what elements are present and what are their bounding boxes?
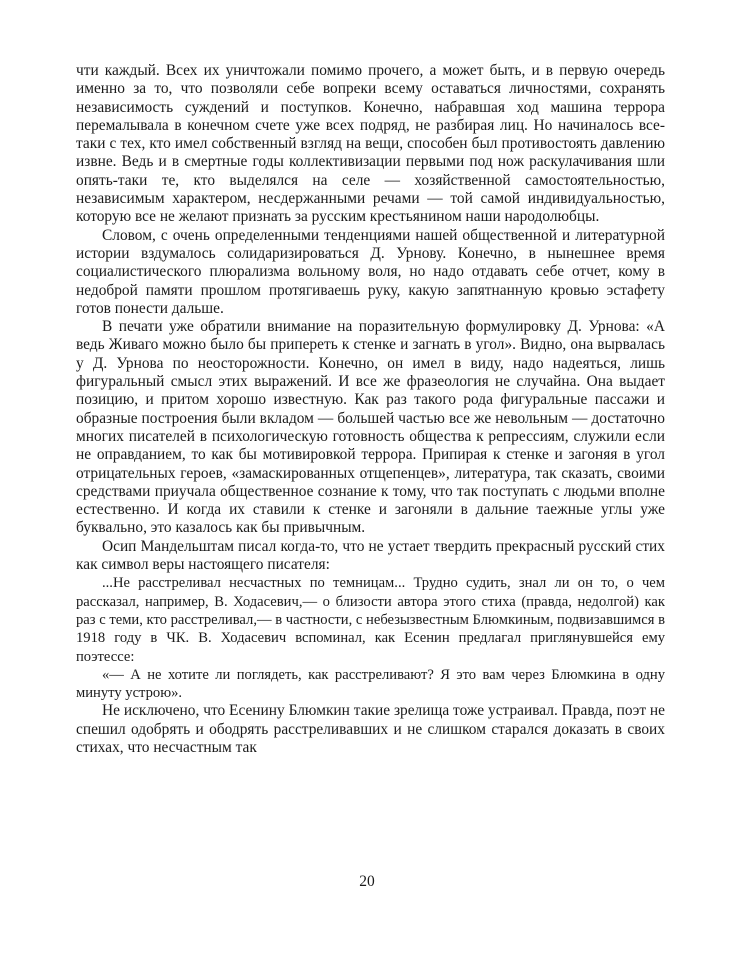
paragraph-5: Не исключено, что Есенину Блюмкин такие зрелища тоже устраивал. Правда, поэт не спешил одобрять и ободрять расстреливавших и не слишком старался доказать в своих стихах, что несчастным так bbox=[76, 702, 665, 756]
quote-paragraph-1: ...Не расстреливал несчастных по темницам... Трудно судить, знал ли он то, о чем рассказал, например, В. Ходасевич,— о близости автора этого стиха (правда, недолгой) как раз с теми, кто расстреливал,— в частности, с небезызвестным Блюмкиным, подвизавшимся в 1918 году в ЧК. В. Ходасевич вспоминал, как Есенин предлагал приглянувшейся ему поэтессе: bbox=[76, 575, 665, 665]
page-number: 20 bbox=[359, 873, 375, 890]
quote-paragraph-2: «— А не хотите ли поглядеть, как расстреливают? Я это вам через Блюмкина в одну минуту устрою». bbox=[76, 666, 665, 702]
paragraph-3: В печати уже обратили внимание на поразительную формулировку Д. Урнова: «А ведь Живаго можно было бы припереть к стенке и загнать в угол». Видно, она вырвалась у Д. Урнова по неосторожности. Конечно, он имел в виду, надо надеяться, лишь фигуральный смысл этих выражений. И все же фразеология не случайна. Она выдает позицию, и притом хорошо известную. Как раз такого рода фигуральные пассажи и образные построения были вкладом — большей частью все же невольным — достаточно многих писателей в психологическую готовность общества к репрессиям, служили если не оправданием, то как бы мотивировкой террора. Припирая к стенке и загоняя в угол отрицательных героев, «замаскированных отщепенцев», литература, так сказать, своими средствами приучала общественное сознание к тому, что так поступать с людьми вполне естественно. И когда их ставили к стенке и загоняли в дальние таежные углы уже буквально, это казалось как бы привычным. bbox=[76, 318, 665, 537]
paragraph-1: чти каждый. Всех их уничтожали помимо прочего, а может быть, и в первую очередь именно за то, что позволяли себе вопреки всему оставаться личностями, сохранять независимость суждений и поступков. Конечно, набравшая ход машина террора перемалывала в конечном счете уже всех подряд, не разбирая лиц. Но начиналось все-таки с тех, кто имел собственный взгляд на вещи, способен был противостоять давлению извне. Ведь и в смертные годы коллективизации первыми под нож раскулачивания шли опять-таки те, кто выделялся на селе — хозяйственной самостоятельностью, независимым характером, несдержанными речами — той самой индивидуальностью, которую все не желают признать за русским крестьянином наши народолюбцы. bbox=[76, 62, 665, 226]
page-body bbox=[76, 62, 665, 757]
paragraph-4: Осип Мандельштам писал когда-то, что не устает твердить прекрасный русский стих как символ веры настоящего писателя: bbox=[76, 537, 665, 574]
paragraph-2: Словом, с очень определенными тенденциями нашей общественной и литературной истории вздумалось солидаризироваться Д. Урнову. Конечно, в нынешнее время социалистического плюрализма вольному воля, но надо отдавать себе отчет, кому в недоброй памяти прошлом протягиваешь руку, какую запятнанную кровью эстафету готов понести дальше. bbox=[76, 226, 665, 317]
